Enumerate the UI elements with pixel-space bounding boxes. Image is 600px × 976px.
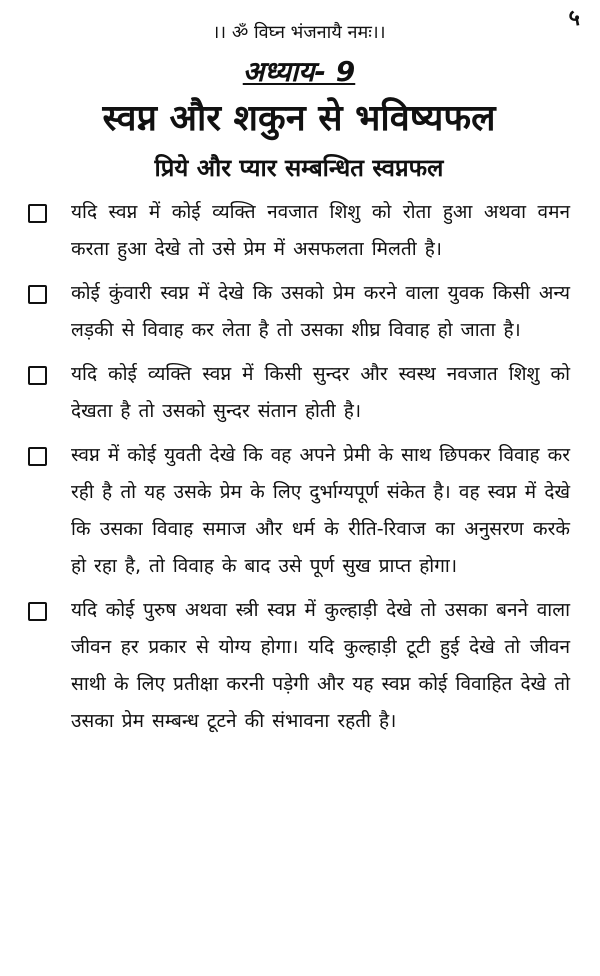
checkbox-bullet-icon — [28, 204, 47, 223]
invocation-line: ।। ॐ विघ्न भंजनायै नमः।। — [212, 22, 386, 43]
list-item-text: यदि स्वप्न में कोई व्यक्ति नवजात शिशु को रोता हुआ अथवा वमन करता हुआ देखे तो उसे प्रेम में असफलता मिलती है। — [71, 201, 570, 260]
list-item — [28, 194, 570, 268]
list-item — [28, 275, 570, 349]
list-item — [28, 437, 570, 585]
list-item-text: कोई कुंवारी स्वप्न में देखे कि उसको प्रेम करने वाला युवक किसी अन्य लड़की से विवाह कर लेता है तो उसका शीघ्र विवाह हो जाता है। — [71, 282, 570, 341]
list-item — [28, 592, 570, 740]
list-item — [28, 356, 570, 430]
page-number: ५ — [568, 6, 580, 31]
checkbox-bullet-icon — [28, 447, 47, 466]
checkbox-bullet-icon — [28, 366, 47, 385]
checkbox-bullet-icon — [28, 602, 47, 621]
section-subtitle: प्रिये और प्यार सम्बन्धित स्वप्नफल — [154, 154, 444, 182]
item-list — [28, 194, 570, 740]
list-item-text: स्वप्न में कोई युवती देखे कि वह अपने प्रेमी के साथ छिपकर विवाह कर रही है तो यह उसके प्रेम के लिए दुर्भाग्यपूर्ण संकेत है। वह स्वप्न में देखे कि उसका विवाह समाज और धर्म के रीति-रिवाज का अनुसरण करके हो रहा है, तो विवाह के बाद उसे पूर्ण सुख प्राप्त होगा। — [71, 444, 570, 577]
chapter-heading: अध्याय- 9 — [242, 55, 356, 88]
list-item-text: यदि कोई पुरुष अथवा स्त्री स्वप्न में कुल्हाड़ी देखे तो उसका बनने वाला जीवन हर प्रकार से योग्य होगा। यदि कुल्हाड़ी टूटी हुई देखे तो जीवन साथी के लिए प्रतीक्षा करनी पड़ेगी और यह स्वप्न कोई विवाहित देखे तो उसका प्रेम सम्बन्ध टूटने की संभावना रहती है। — [71, 599, 570, 732]
page-title: स्वप्न और शकुन से भविष्यफल — [102, 98, 496, 139]
checkbox-bullet-icon — [28, 285, 47, 304]
list-item-text: यदि कोई व्यक्ति स्वप्न में किसी सुन्दर और स्वस्थ नवजात शिशु को देखता है तो उसको सुन्दर संतान होती है। — [71, 363, 570, 422]
